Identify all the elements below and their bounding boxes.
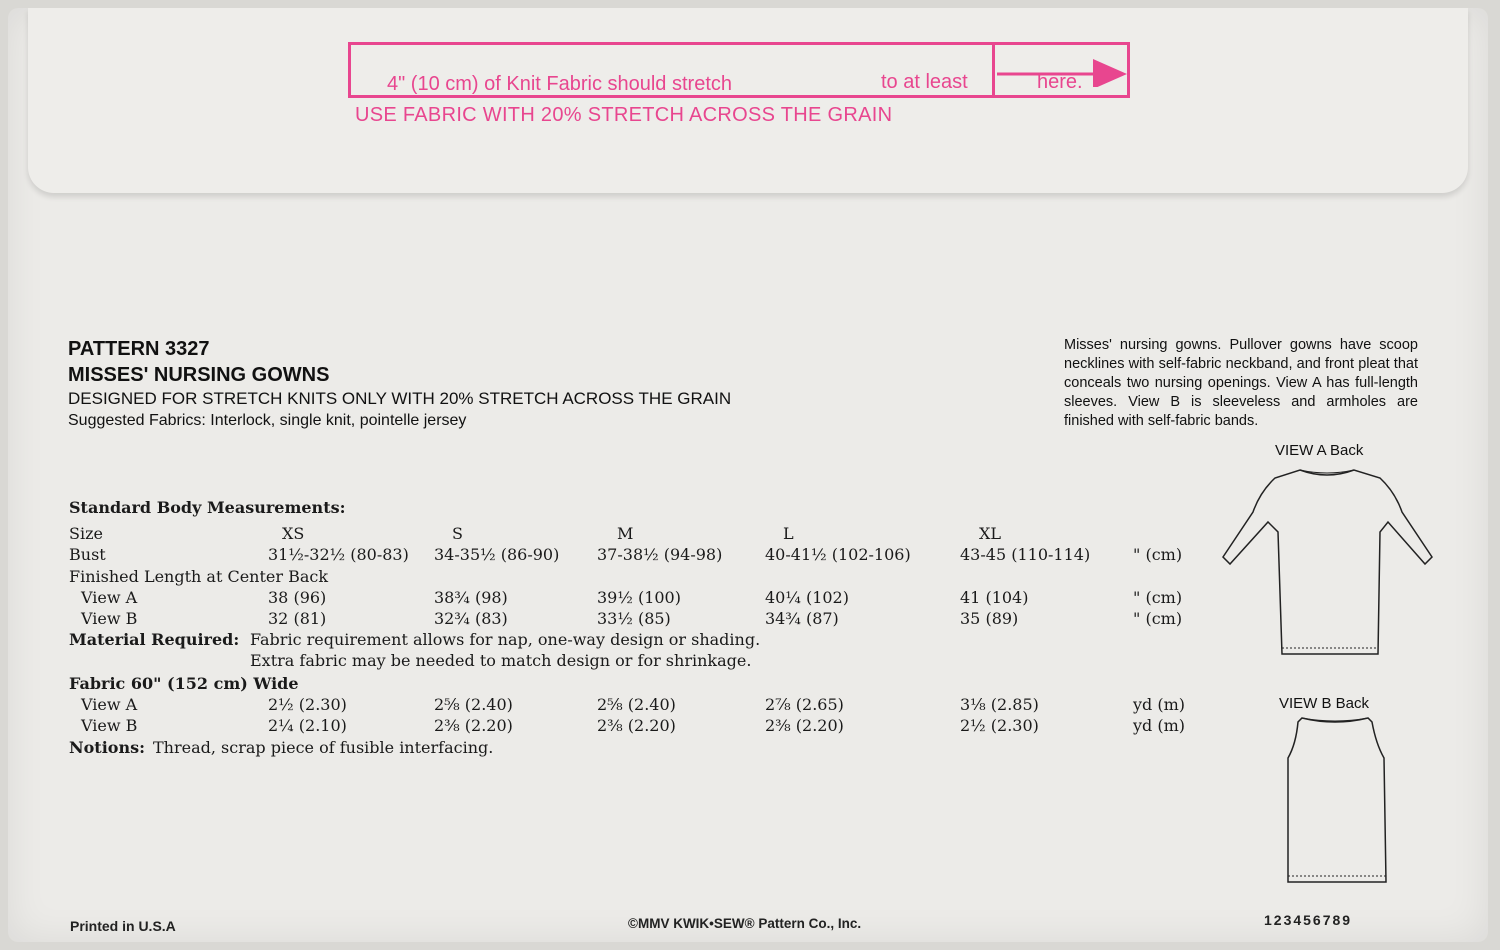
- length-b-s: 32¾ (83): [434, 609, 508, 628]
- bust-unit: " (cm): [1133, 545, 1183, 564]
- length-view-a-row: [0, 588, 1500, 609]
- yard-a-unit: yd (m): [1133, 695, 1186, 714]
- notions-text: Thread, scrap piece of fusible interfacing.: [153, 738, 494, 757]
- size-l: L: [783, 524, 794, 543]
- notions-label: Notions:: [69, 738, 145, 757]
- bust-s: 34-35½ (86-90): [434, 545, 560, 564]
- length-b-xl: 35 (89): [960, 609, 1019, 628]
- length-a-xl: 41 (104): [960, 588, 1029, 607]
- fabric-width-heading: Fabric 60" (152 cm) Wide: [69, 674, 299, 693]
- suggested-fabrics: Suggested Fabrics: Interlock, single knit, pointelle jersey: [68, 412, 467, 429]
- bust-l: 40-41½ (102-106): [765, 545, 911, 564]
- notions-row: [0, 738, 1500, 759]
- arrow-right-icon: [997, 53, 1133, 87]
- size-xl: XL: [979, 524, 1002, 543]
- pattern-number: PATTERN 3327: [68, 338, 210, 360]
- view-b-label: VIEW B Back: [1279, 695, 1370, 712]
- bust-m: 37-38½ (94-98): [597, 545, 723, 564]
- stretch-here: here.: [1037, 71, 1083, 93]
- bust-xl: 43-45 (110-114): [960, 545, 1091, 564]
- yardage-view-b-label: View B: [81, 716, 138, 735]
- size-row: [0, 524, 1500, 545]
- yard-a-xs: 2½ (2.30): [268, 695, 347, 714]
- length-a-m: 39½ (100): [597, 588, 681, 607]
- material-line-2: Extra fabric may be needed to match design or for shrinkage.: [250, 651, 752, 670]
- standard-measurements-heading: Standard Body Measurements:: [69, 498, 346, 517]
- material-required-row: [0, 630, 1500, 651]
- size-s: S: [452, 524, 463, 543]
- yard-a-xl: 3⅛ (2.85): [960, 695, 1039, 714]
- size-label: Size: [69, 524, 103, 543]
- printed-in: Printed in U.S.A: [70, 918, 176, 934]
- length-view-b-label: View B: [81, 609, 138, 628]
- copyright: ©MMV KWIK•SEW® Pattern Co., Inc.: [628, 916, 862, 931]
- yard-b-unit: yd (m): [1133, 716, 1186, 735]
- yard-b-xl: 2½ (2.30): [960, 716, 1039, 735]
- length-b-m: 33½ (85): [597, 609, 671, 628]
- length-b-l: 34¾ (87): [765, 609, 839, 628]
- length-b-unit: " (cm): [1133, 609, 1183, 628]
- pattern-name: MISSES' NURSING GOWNS: [68, 364, 330, 386]
- length-a-l: 40¼ (102): [765, 588, 849, 607]
- yardage-view-a-label: View A: [81, 695, 138, 714]
- length-a-xs: 38 (96): [268, 588, 327, 607]
- yard-a-s: 2⅝ (2.40): [434, 695, 513, 714]
- stretch-to-at-least: to at least: [881, 71, 968, 93]
- material-line-2-row: [0, 651, 1500, 672]
- material-line-1: Fabric requirement allows for nap, one-way design or shading.: [250, 630, 761, 649]
- length-a-unit: " (cm): [1133, 588, 1183, 607]
- stretch-divider: [992, 45, 995, 95]
- designed-note: DESIGNED FOR STRETCH KNITS ONLY WITH 20% STRETCH ACROSS THE GRAIN: [68, 389, 732, 408]
- yard-b-xs: 2¼ (2.10): [268, 716, 347, 735]
- view-a-label: VIEW A Back: [1275, 442, 1364, 459]
- pattern-description: Misses' nursing gowns. Pullover gowns have scoop necklines with self-fabric neckband, and front pleat that conceals two nursing openings. View A has full-length sleeves. View B is sleeveless and armholes are finished with self-fabric bands.: [1064, 337, 1418, 429]
- length-view-b-row: [0, 609, 1500, 630]
- bust-xs: 31½-32½ (80-83): [268, 545, 409, 564]
- print-run-numbers: 123456789: [1264, 912, 1353, 928]
- material-required-label: Material Required:: [69, 630, 240, 649]
- yard-b-l: 2⅜ (2.20): [765, 716, 844, 735]
- fabric-width-row: [0, 674, 1500, 695]
- envelope-flap: [28, 8, 1468, 193]
- yardage-view-a-row: [0, 695, 1500, 716]
- length-a-s: 38¾ (98): [434, 588, 508, 607]
- size-xs: XS: [282, 524, 305, 543]
- yard-a-m: 2⅝ (2.40): [597, 695, 676, 714]
- length-view-a-label: View A: [81, 588, 138, 607]
- finished-length-row: [0, 567, 1500, 588]
- bust-label: Bust: [69, 545, 106, 564]
- bust-row: [0, 545, 1500, 566]
- yard-b-s: 2⅜ (2.20): [434, 716, 513, 735]
- grain-note: USE FABRIC WITH 20% STRETCH ACROSS THE GRAIN: [355, 104, 893, 126]
- size-m: M: [617, 524, 634, 543]
- stretch-guide-box: [348, 42, 1130, 98]
- finished-length-label: Finished Length at Center Back: [69, 567, 329, 586]
- yard-b-m: 2⅜ (2.20): [597, 716, 676, 735]
- length-b-xs: 32 (81): [268, 609, 327, 628]
- yard-a-l: 2⅞ (2.65): [765, 695, 844, 714]
- stretch-guide-text: 4" (10 cm) of Knit Fabric should stretch: [387, 73, 733, 95]
- yardage-view-b-row: [0, 716, 1500, 737]
